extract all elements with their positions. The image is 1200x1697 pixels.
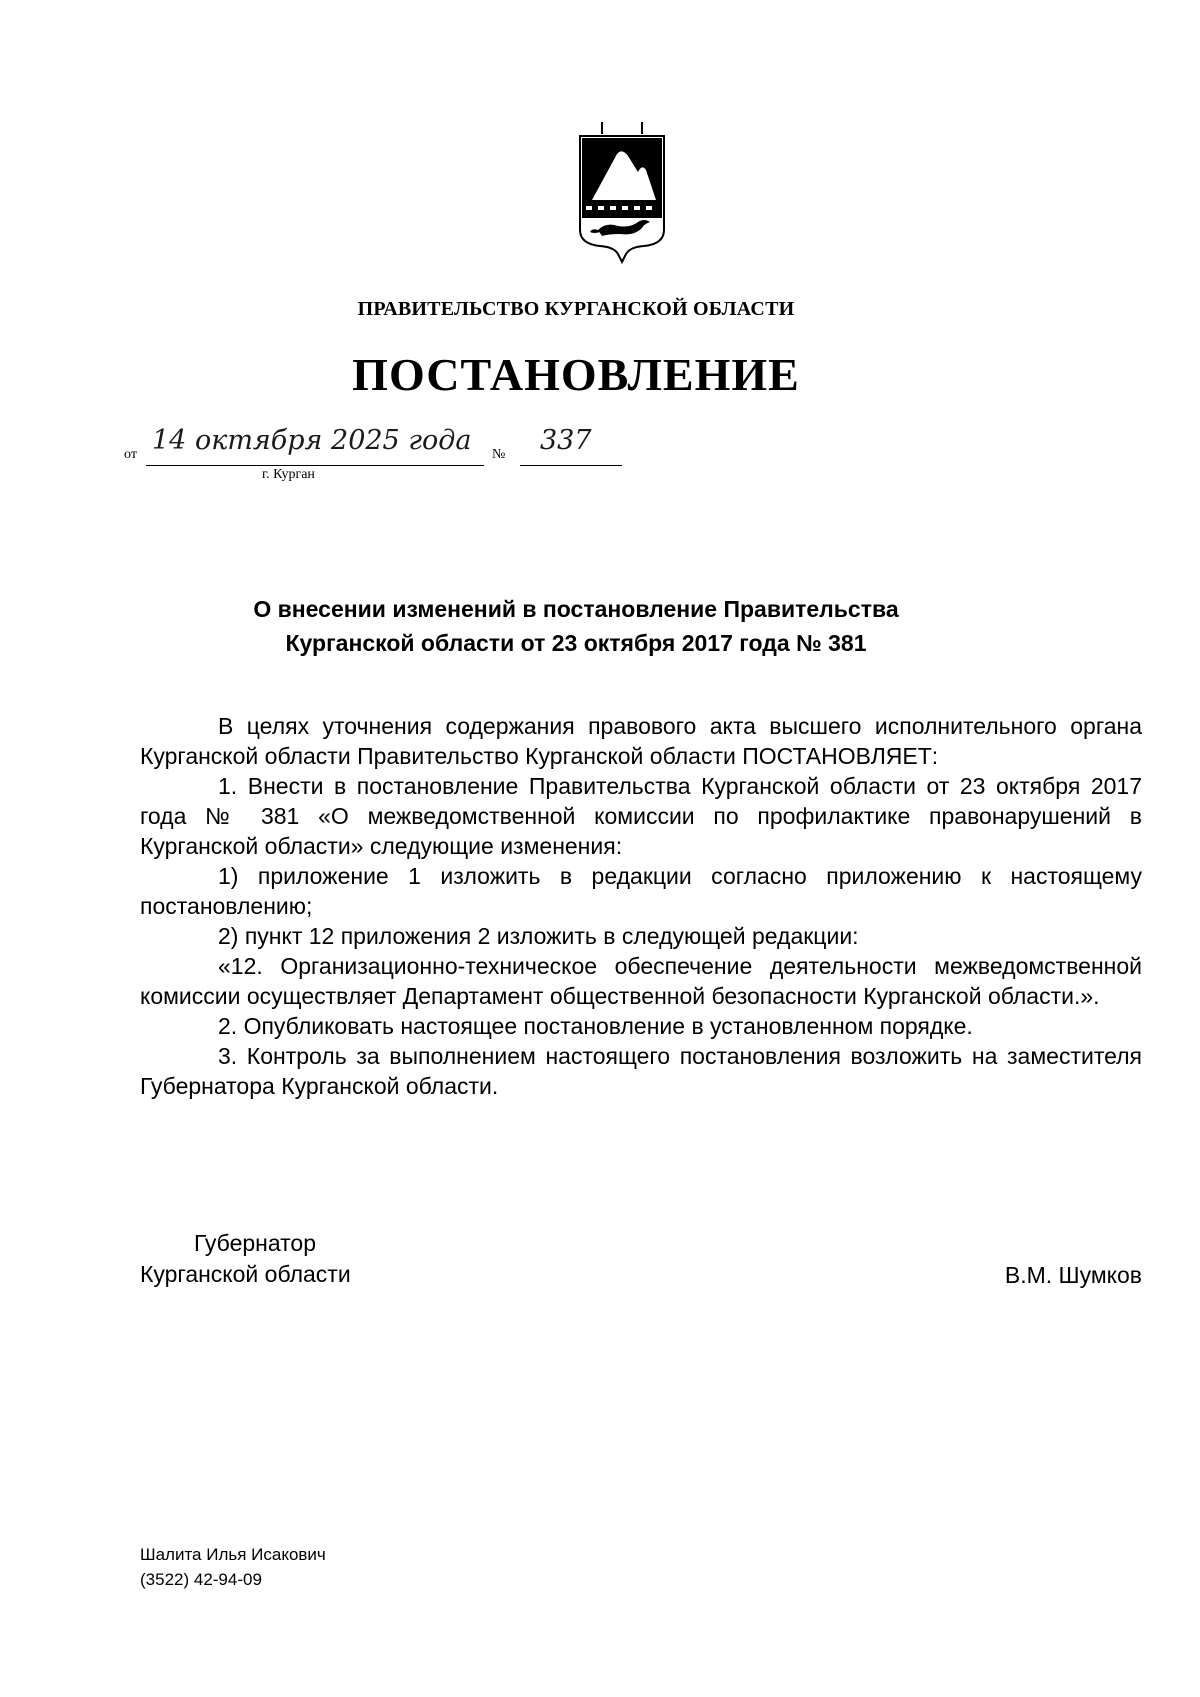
paragraph-preamble: В целях уточнения содержания правового акта высшего исполнительного органа Курганской области Правительство Курганской области ПОСТАНОВЛЯЕТ: xyxy=(140,713,1142,769)
contact-block xyxy=(140,1542,326,1592)
paragraph-item-3: 3. Контроль за выполнением настоящего постановления возложить на заместителя Губернатора Курганской области. xyxy=(140,1043,1142,1099)
position-line-1: Губернатор xyxy=(194,1230,317,1256)
document-type: ПОСТАНОВЛЕНИЕ xyxy=(352,349,800,400)
paragraph-item-1: 1. Внести в постановление Правительства Курганской области от 23 октября 2017 года № 381 «О межведомственной комиссии по профилактике правонарушений в Курганской области» следующие изменения: xyxy=(140,773,1142,859)
coat-of-arms-icon xyxy=(572,118,672,266)
position-line-2: Курганской области xyxy=(140,1261,351,1287)
from-label: от xyxy=(124,447,137,462)
document-heading xyxy=(140,592,1012,660)
contact-phone: (3522) 42-94-09 xyxy=(140,1570,262,1589)
number-underline xyxy=(520,465,622,466)
city-label: г. Курган xyxy=(262,467,315,482)
paragraph-subitem-1: 1) приложение 1 изложить в редакции согласно приложению к настоящему постановлению; xyxy=(140,863,1142,919)
paragraph-quote-12: «12. Организационно-техническое обеспечение деятельности межведомственной комиссии осуществляет Департамент общественной безопасности Курганской области.». xyxy=(140,953,1142,1009)
contact-name: Шалита Илья Исакович xyxy=(140,1545,326,1564)
government-title: ПРАВИТЕЛЬСТВО КУРГАНСКОЙ ОБЛАСТИ xyxy=(357,298,795,320)
document-meta xyxy=(0,425,1200,495)
signatory-name: В.М. Шумков xyxy=(1004,1262,1142,1288)
signatory-position xyxy=(140,1228,440,1290)
heading-line-1: О внесении изменений в постановление Правительства xyxy=(253,596,899,622)
handwritten-date: 14 октября 2025 года xyxy=(152,425,472,456)
paragraph-item-2: 2. Опубликовать настоящее постановление в установленном порядке. xyxy=(218,1013,973,1039)
paragraph-subitem-2: 2) пункт 12 приложения 2 изложить в следующей редакции: xyxy=(218,923,859,949)
heading-line-2: Курганской области от 23 октября 2017 года № 381 xyxy=(285,630,867,656)
handwritten-number: 337 xyxy=(540,425,592,456)
date-underline xyxy=(146,465,484,466)
number-label: № xyxy=(492,447,506,462)
document-body xyxy=(140,711,1142,1101)
